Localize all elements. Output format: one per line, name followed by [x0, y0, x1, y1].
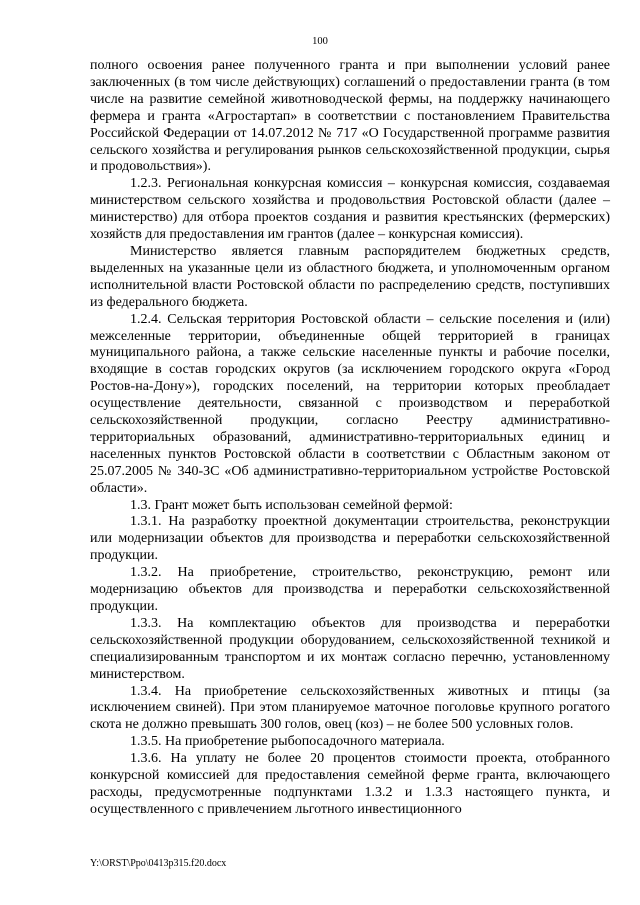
document-body [90, 58, 610, 819]
paragraph-continuation: полного освоения ранее полученного гранта и при выполнении условий ранее заключенных (в том числе действующих) соглашений о предоставлении гранта (в том числе на развитие семейной животноводческой фермы, на поддержку начинающего фермера и гранта «Агростартап» в соответствии с постановлением Правительства Российской Федерации от 14.07.2012 № 717 «О Государственной программе развития сельского хозяйства и регулирования рынков сельскохозяйственной продукции, сырья и продовольствия»). [90, 58, 610, 175]
footer-file-path: Y:\ORST\Ppo\0413p315.f20.docx [90, 858, 227, 869]
page-number: 100 [312, 36, 328, 47]
paragraph-1-3-3: 1.3.3. На комплектацию объектов для производства и переработки сельскохозяйственной продукции оборудованием, сельскохозяйственной техникой и специализированным транспортом и их монтаж согласно перечню, установленному министерством. [90, 615, 610, 682]
paragraph-1-3-4: 1.3.4. На приобретение сельскохозяйственных животных и птицы (за исключением свиней). При этом планируемое маточное поголовье крупного рогатого скота не должно превышать 300 голов, овец (коз) – не более 500 условных голов. [90, 683, 610, 733]
paragraph-1-2-4: 1.2.4. Сельская территория Ростовской области – сельские поселения и (или) межселенные территории, объединенные общей территорией в границах муниципального района, а также сельские населенные пункты и рабочие поселки, входящие в состав городских округов (за исключением городского округа «Город Ростов-на-Дону»), городских поселений, на территории которых преобладает осуществление деятельности, связанной с производством и переработкой сельскохозяйственной продукции, согласно Реестру административно-территориальных образований, административно-территориальных единиц и населенных пунктов Ростовской области в соответствии с Областным законом от 25.07.2005 № 340-ЗС «Об административно-территориальном устройстве Ростовской области». [90, 311, 610, 496]
paragraph-ministry: Министерство является главным распорядителем бюджетных средств, выделенных на указанные цели из областного бюджета, и уполномоченным органом исполнительной власти Ростовской области по распределению средств, поступивших из федерального бюджета. [90, 243, 610, 310]
paragraph-1-2-3: 1.2.3. Региональная конкурсная комиссия – конкурсная комиссия, создаваемая министерством сельского хозяйства и продовольствия Ростовской области (далее – министерство) для отбора проектов создания и развития крестьянских (фермерских) хозяйств для предоставления им грантов (далее – конкурсная комиссия). [90, 176, 610, 243]
paragraph-1-3-1: 1.3.1. На разработку проектной документации строительства, реконструкции или модернизации объектов для производства и переработки сельскохозяйственной продукции. [90, 514, 610, 564]
paragraph-1-3-2: 1.3.2. На приобретение, строительство, реконструкцию, ремонт или модернизацию объектов для производства и переработки сельскохозяйственной продукции. [90, 565, 610, 614]
paragraph-1-3: 1.3. Грант может быть использован семейной фермой: [130, 497, 453, 513]
paragraph-1-3-5: 1.3.5. На приобретение рыбопосадочного материала. [130, 734, 445, 750]
paragraph-1-3-6: 1.3.6. На уплату не более 20 процентов стоимости проекта, отобранного конкурсной комиссией для предоставления семейной ферме гранта, включающего расходы, предусмотренные подпунктами 1.3.2 и 1.3.3 настоящего пункта, и осуществленного с привлечением льготного инвестиционного [90, 751, 610, 817]
